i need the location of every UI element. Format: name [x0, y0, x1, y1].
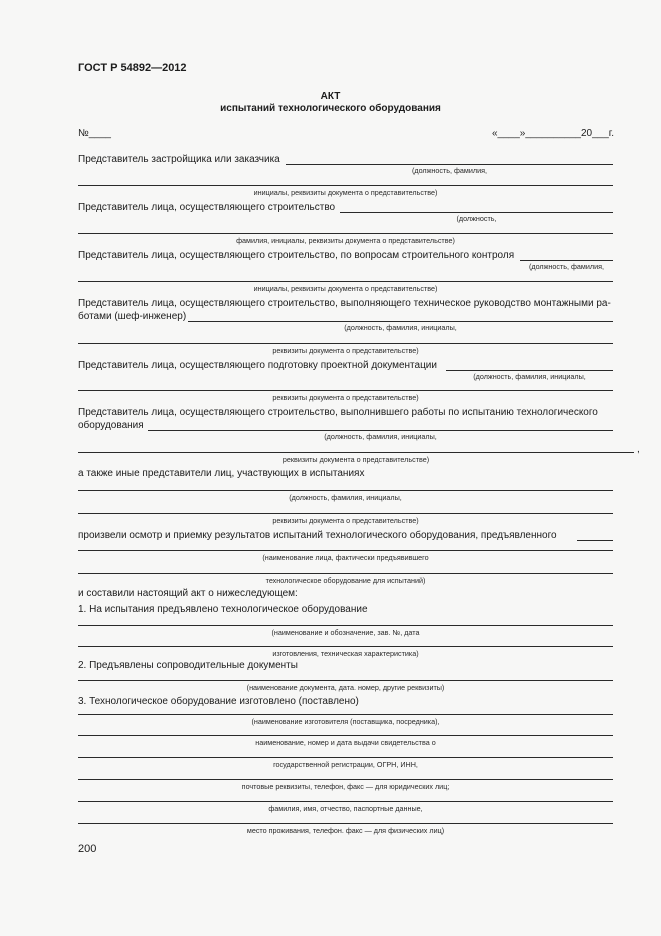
field-hint: инициалы, реквизиты документа о представительстве): [253, 284, 438, 293]
field-hint: (должность, фамилия,: [529, 262, 604, 271]
field-hint: реквизиты документа о представительстве): [272, 346, 419, 355]
fill-line: [148, 430, 613, 431]
fill-line: [78, 680, 613, 681]
act-date: «____»__________20___г.: [492, 128, 614, 139]
fill-line: [78, 735, 613, 736]
fill-line: [78, 550, 613, 551]
fill-line: [78, 343, 613, 344]
fill-line: [78, 452, 634, 453]
field-hint: (наименование лица, фактически предъявившего: [262, 553, 429, 562]
item-3-label: 3. Технологическое оборудование изготовлено (поставлено): [78, 696, 359, 707]
fill-line: [340, 212, 613, 213]
page-number: 200: [78, 843, 97, 855]
fill-line: [446, 370, 613, 371]
item-1-label: 1. На испытания предъявлено технологическое оборудование: [78, 604, 368, 615]
fill-line: [78, 757, 613, 758]
act-number: №____: [78, 128, 111, 139]
field-label: Представитель лица, осуществляющего строительство, по вопросам строительного контроля: [78, 250, 515, 261]
fill-line: [78, 823, 613, 824]
fill-line: [188, 321, 613, 322]
field-hint: реквизиты документа о представительстве): [272, 516, 419, 525]
fill-line: [78, 185, 613, 186]
fill-line: [78, 801, 613, 802]
field-label: Представитель лица, осуществляющего строительство: [78, 202, 336, 213]
fill-line: [577, 540, 613, 541]
field-hint: реквизиты документа о представительстве): [272, 393, 419, 402]
field-hint: реквизиты документа о представительстве): [282, 455, 430, 464]
field-hint: государственной регистрации, ОГРН, ИНН,: [273, 760, 418, 769]
fill-line: [78, 233, 613, 234]
field-hint: (наименование и обозначение, зав. №, дата: [271, 628, 420, 637]
fill-line: [286, 164, 613, 165]
fill-line: [78, 625, 613, 626]
field-hint: технологическое оборудование для испытаний): [265, 576, 426, 585]
fill-line: [520, 260, 613, 261]
field-hint: (должность, фамилия, инициалы,: [289, 493, 402, 502]
fill-line: [78, 646, 613, 647]
field-label: произвели осмотр и приемку результатов испытаний технологического оборудования, предъявленного: [78, 530, 557, 541]
field-hint: место проживания, телефон. факс — для физических лиц): [246, 826, 445, 835]
field-hint: (наименование документа, дата. номер, другие реквизиты): [246, 683, 445, 692]
document-title: АКТ: [320, 91, 341, 102]
field-hint: (наименование изготовителя (поставщика, посредника),: [251, 717, 440, 726]
field-hint: изготовления, техническая характеристика): [272, 649, 419, 658]
item-2-label: 2. Предъявлены сопроводительные документы: [78, 660, 298, 671]
fill-line: [78, 573, 613, 574]
field-hint: фамилия, имя, отчество, паспортные данные,: [268, 804, 423, 813]
field-label: ботами (шеф-инженер): [78, 311, 187, 322]
document-subtitle: испытаний технологического оборудования: [220, 103, 441, 114]
field-hint: (должность, фамилия, инициалы,: [473, 372, 586, 381]
field-label: Представитель лица, осуществляющего подготовку проектной документации: [78, 360, 437, 371]
field-hint: фамилия, инициалы, реквизиты документа о представительстве): [236, 236, 455, 245]
fill-line: [78, 281, 613, 282]
fill-line: [78, 390, 613, 391]
fill-line: [78, 490, 613, 491]
fill-line: [78, 513, 613, 514]
field-label: а также иные представители лиц, участвующих в испытаниях: [78, 468, 365, 479]
field-hint: наименование, номер и дата выдачи свидетельства о: [255, 738, 436, 747]
field-hint: (должность,: [456, 214, 497, 223]
field-label: оборудования: [78, 420, 144, 431]
field-hint: почтовые реквизиты, телефон, факс — для юридических лиц;: [241, 782, 450, 791]
trailing-comma: ,: [637, 444, 640, 455]
fill-line: [78, 714, 613, 715]
field-hint: (должность, фамилия, инициалы,: [344, 323, 457, 332]
field-hint: (должность, фамилия, инициалы,: [324, 432, 437, 441]
field-hint: (должность, фамилия,: [412, 166, 487, 175]
field-hint: инициалы, реквизиты документа о представительстве): [253, 188, 438, 197]
field-label: Представитель лица, осуществляющего строительство, выполнившего работы по испытанию технологического: [78, 407, 598, 418]
fill-line: [78, 779, 613, 780]
field-label: Представитель застройщика или заказчика: [78, 154, 280, 165]
standard-number: ГОСТ Р 54892—2012: [78, 62, 187, 74]
field-label: Представитель лица, осуществляющего строительство, выполняющего техническое руководство монтажными ра-: [78, 298, 611, 309]
intro-line: и составили настоящий акт о нижеследующем:: [78, 588, 298, 599]
